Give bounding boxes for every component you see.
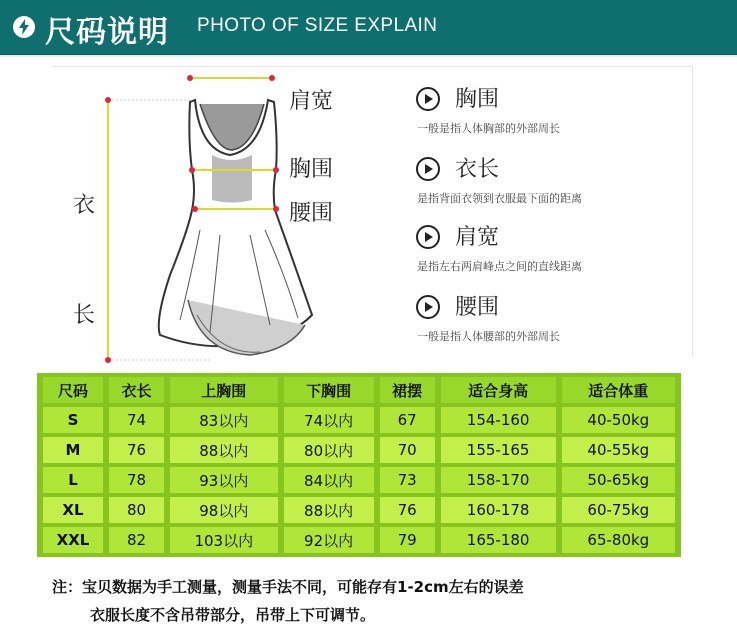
- table-cell: M: [43, 437, 103, 463]
- table-cell: 154-160: [441, 407, 556, 433]
- table-cell: 67: [380, 407, 435, 433]
- table-cell: S: [43, 407, 103, 433]
- power-icon: [12, 15, 36, 39]
- table-cell: 76: [109, 437, 164, 463]
- table-cell: 160-178: [441, 497, 556, 523]
- column-header: 尺码: [43, 377, 103, 403]
- table-row: [43, 527, 675, 553]
- legend-desc: 一般是指人体腰部的外部周长: [417, 330, 560, 343]
- page-subtitle: PHOTO OF SIZE EXPLAIN: [197, 15, 438, 36]
- column-header: 适合体重: [562, 377, 675, 403]
- label-shoulder: 肩宽: [289, 89, 334, 114]
- table-cell: 93以内: [170, 467, 278, 493]
- table-row: [43, 467, 675, 493]
- table-cell: 79: [380, 527, 435, 553]
- page-header: [0, 0, 737, 55]
- table-cell: 82: [109, 527, 164, 553]
- table-cell: 50-65kg: [562, 467, 675, 493]
- table-row: [43, 407, 675, 433]
- table-cell: 65-80kg: [562, 527, 675, 553]
- header-divider: [0, 55, 737, 57]
- page-title: 尺码说明: [45, 15, 169, 50]
- table-cell: 103以内: [170, 527, 278, 553]
- table-cell: 73: [380, 467, 435, 493]
- label-length-top: 衣: [73, 193, 96, 218]
- table-row: [43, 497, 675, 523]
- legend-title: 腰围: [455, 295, 500, 320]
- table-cell: 155-165: [441, 437, 556, 463]
- column-header: 适合身高: [441, 377, 556, 403]
- note-line-2: 衣服长度不含吊带部分，吊带上下可调节。: [90, 606, 376, 624]
- table-row: [43, 437, 675, 463]
- table-cell: 60-75kg: [562, 497, 675, 523]
- legend-title: 衣长: [455, 157, 500, 182]
- play-icon: [415, 294, 441, 320]
- table-cell: 80以内: [284, 437, 374, 463]
- table-cell: L: [43, 467, 103, 493]
- legend-title: 胸围: [455, 87, 500, 112]
- play-icon: [415, 224, 441, 250]
- table-cell: XXL: [43, 527, 103, 553]
- label-length-bottom: 长: [73, 303, 96, 328]
- legend-title: 肩宽: [455, 225, 500, 250]
- table-cell: 98以内: [170, 497, 278, 523]
- table-cell: 88以内: [170, 437, 278, 463]
- table-cell: 78: [109, 467, 164, 493]
- table-cell: 165-180: [441, 527, 556, 553]
- label-waist: 腰围: [289, 201, 334, 226]
- table-cell: 76: [380, 497, 435, 523]
- table-cell: 92以内: [284, 527, 374, 553]
- table-cell: 84以内: [284, 467, 374, 493]
- note-line-1: 注：宝贝数据为手工测量，测量手法不同，可能存有1-2cm左右的误差: [52, 578, 524, 596]
- table-cell: 74以内: [284, 407, 374, 433]
- table-cell: 158-170: [441, 467, 556, 493]
- table-cell: 40-55kg: [562, 437, 675, 463]
- column-header: 下胸围: [284, 377, 374, 403]
- table-cell: 80: [109, 497, 164, 523]
- column-header: 上胸围: [170, 377, 278, 403]
- table-cell: 70: [380, 437, 435, 463]
- legend-desc: 是指背面衣领到衣服最下面的距离: [417, 192, 582, 205]
- play-icon: [415, 86, 441, 112]
- table-cell: 74: [109, 407, 164, 433]
- table-cell: 83以内: [170, 407, 278, 433]
- table-cell: 88以内: [284, 497, 374, 523]
- legend-desc: 是指左右两肩峰点之间的直线距离: [417, 260, 582, 273]
- table-cell: 40-50kg: [562, 407, 675, 433]
- table-cell: XL: [43, 497, 103, 523]
- size-table: [37, 373, 681, 557]
- column-header: 衣长: [109, 377, 164, 403]
- legend-desc: 一般是指人体胸部的外部周长: [417, 122, 560, 135]
- play-icon: [415, 156, 441, 182]
- column-header: 裙摆: [380, 377, 435, 403]
- label-chest: 胸围: [289, 157, 334, 182]
- table-header-row: [43, 377, 675, 403]
